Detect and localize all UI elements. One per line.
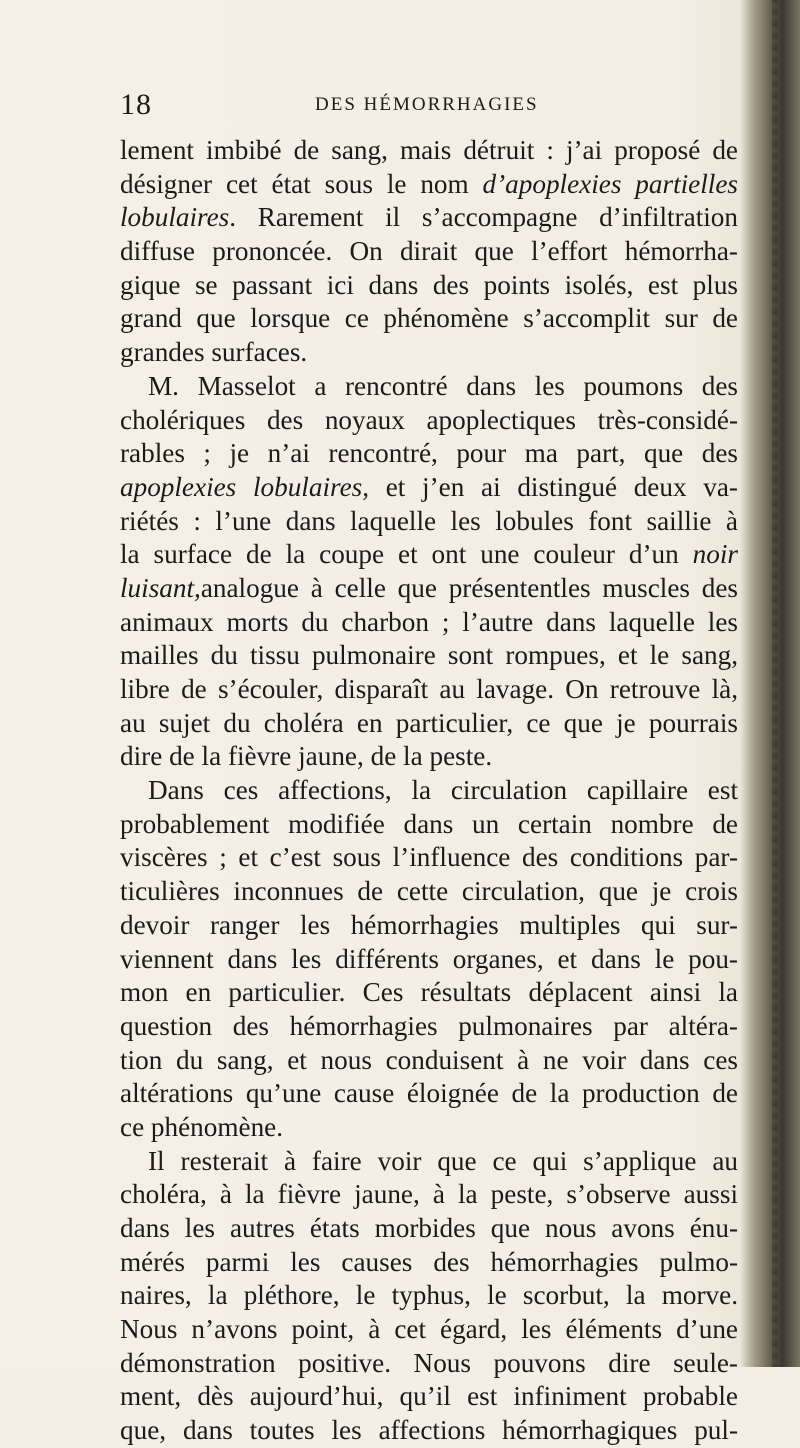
running-title: DES HÉMORRHAGIES xyxy=(315,94,539,115)
text-segment: désigner cet état sous le nom xyxy=(120,168,483,199)
text-line xyxy=(120,673,738,707)
text-segment: grandes surfaces. xyxy=(120,337,308,368)
text-line xyxy=(120,505,738,539)
text-segment: cholériques des noyaux apoplectiques très-considé- xyxy=(120,404,738,435)
text-line xyxy=(120,538,738,572)
text-segment: gique se passant ici dans des points isolés, est plus xyxy=(120,269,738,300)
text-line xyxy=(120,1178,738,1212)
text-segment: au sujet du choléra en particulier, ce que je pourrais xyxy=(120,707,738,738)
text-line xyxy=(120,1212,738,1246)
text-line xyxy=(120,302,738,336)
text-segment: ticulières inconnues de cette circulation, que je crois xyxy=(120,876,738,907)
text-segment: Il resterait à faire voir que ce qui s’applique au xyxy=(148,1145,738,1176)
italic-text: apoplexies lobulaires, xyxy=(120,471,370,502)
text-line xyxy=(120,471,738,505)
text-line xyxy=(120,976,738,1010)
text-line xyxy=(120,1246,738,1280)
text-line xyxy=(120,740,738,774)
text-line xyxy=(120,1279,738,1313)
page-number: 18 xyxy=(120,88,152,121)
italic-text: d’apoplexies partielles xyxy=(482,168,739,199)
text-segment: dire de la fièvre jaune, de la peste. xyxy=(120,741,493,772)
text-segment: mon en particulier. Ces résultats déplacent ainsi la xyxy=(120,977,738,1008)
text-line xyxy=(120,134,738,168)
italic-text: lobulaires xyxy=(120,202,230,233)
text-line xyxy=(120,1414,738,1448)
text-line xyxy=(120,1044,738,1078)
text-line xyxy=(120,1111,738,1145)
text-segment: viennent dans les différents organes, et dans le pou- xyxy=(120,943,738,974)
text-segment: Nous n’avons point, à cet égard, les éléments d’une xyxy=(120,1314,738,1345)
text-line xyxy=(120,707,738,741)
text-line xyxy=(120,1347,738,1381)
text-segment: libre de s’écouler, disparaît au lavage. On retrouve là, xyxy=(120,674,738,704)
text-segment: mailles du tissu pulmonaire sont rompues, et le sang, xyxy=(120,640,738,671)
text-line xyxy=(120,943,738,977)
text-segment: démonstration positive. Nous pouvons dire seule- xyxy=(120,1347,738,1378)
text-line xyxy=(120,235,738,269)
text-segment: question des hémorrhagies pulmonaires par altéra- xyxy=(120,1010,738,1041)
text-segment: analogue à celle que présententles muscles des xyxy=(200,572,738,603)
text-line xyxy=(120,1313,738,1347)
text-segment: ce phénomène. xyxy=(120,1111,284,1142)
text-segment: la surface de la coupe et ont une couleur d’un xyxy=(120,539,693,570)
text-segment: mérés parmi les causes des hémorrhagies pulmo- xyxy=(120,1246,738,1277)
text-line xyxy=(120,1077,738,1111)
text-segment: . Rarement il s’accompagne d’infiltration xyxy=(229,202,738,233)
text-line xyxy=(120,606,738,640)
text-segment: ment, dès aujourd’hui, qu’il est infiniment probable xyxy=(120,1381,738,1412)
text-line xyxy=(120,1145,738,1179)
text-line xyxy=(120,1010,738,1044)
text-line xyxy=(120,808,738,842)
text-line xyxy=(120,875,738,909)
text-line xyxy=(120,841,738,875)
body-text xyxy=(120,134,738,1448)
italic-text: luisant, xyxy=(120,572,201,603)
text-segment: M. Masselot a rencontré dans les poumons des xyxy=(148,370,738,401)
text-segment: que, dans toutes les affections hémorrhagiques pul- xyxy=(120,1415,738,1446)
text-segment: Dans ces affections, la circulation capillaire est xyxy=(148,775,738,806)
text-segment: grand que lorsque ce phénomène s’accomplit sur de xyxy=(120,303,738,334)
text-segment: lement imbibé de sang, mais détruit : j’ai proposé de xyxy=(120,135,738,165)
text-segment: diffuse prononcée. On dirait que l’effort hémorrha- xyxy=(120,236,738,267)
text-line xyxy=(120,437,738,471)
text-segment: viscères ; et c’est sous l’influence des conditions par- xyxy=(120,842,738,873)
text-line xyxy=(120,404,738,438)
text-line xyxy=(120,201,738,235)
text-line xyxy=(120,370,738,404)
text-segment: et j’en ai distingué deux va- xyxy=(369,471,738,502)
text-line xyxy=(120,774,738,808)
text-line xyxy=(120,639,738,673)
text-segment: probablement modifiée dans un certain nombre de xyxy=(120,808,738,839)
text-segment: choléra, à la fièvre jaune, à la peste, s’observe aussi xyxy=(120,1179,738,1210)
text-segment: riétés : l’une dans laquelle les lobules font saillie à xyxy=(120,505,738,536)
text-line xyxy=(120,336,738,370)
text-segment: rables ; je n’ai rencontré, pour ma part, que des xyxy=(120,438,738,469)
italic-text: noir xyxy=(692,539,738,570)
text-segment: tion du sang, et nous conduisent à ne voir dans ces xyxy=(120,1044,738,1075)
book-spine-shadow xyxy=(740,0,800,1367)
text-segment: naires, la pléthore, le typhus, le scorbut, la morve. xyxy=(120,1280,738,1311)
text-segment: devoir ranger les hémorrhagies multiples qui sur- xyxy=(120,909,738,940)
book-binding-edge xyxy=(772,0,778,1367)
text-line xyxy=(120,269,738,303)
text-segment: altérations qu’une cause éloignée de la production de xyxy=(120,1078,738,1109)
page-header xyxy=(120,88,740,128)
text-line xyxy=(120,168,738,202)
text-segment: dans les autres états morbides que nous avons énu- xyxy=(120,1213,738,1243)
text-line xyxy=(120,572,738,606)
text-line xyxy=(120,909,738,943)
text-segment: animaux morts du charbon ; l’autre dans laquelle les xyxy=(120,606,738,637)
text-line xyxy=(120,1380,738,1414)
